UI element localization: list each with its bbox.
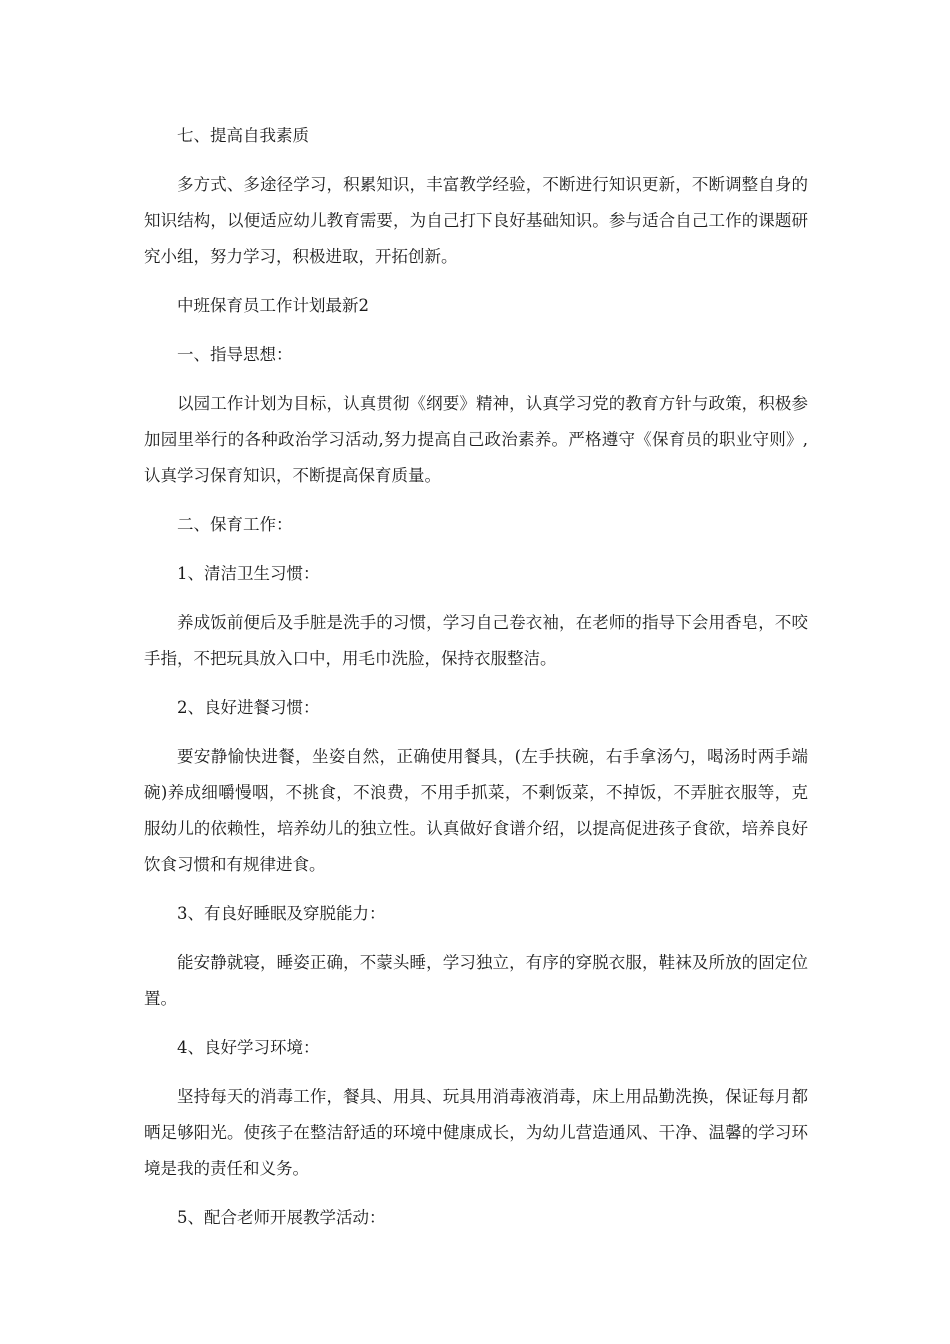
- subheading-teaching-support: 5、配合老师开展教学活动：: [177, 1208, 386, 1227]
- paragraph-hygiene-habits: 养成饭前便后及手脏是洗手的习惯，学习自己卷衣袖，在老师的指导下会用香皂，不咬手指，不把玩具放入口中，用毛巾洗脸，保持衣服整洁。: [144, 613, 808, 668]
- paragraph-sleep-dressing: 能安静就寝，睡姿正确，不蒙头睡，学习独立，有序的穿脱衣服，鞋袜及所放的固定位置。: [144, 953, 808, 1008]
- section-heading-self-quality: 七、提高自我素质: [177, 126, 309, 145]
- paragraph-guiding-ideology: 以园工作计划为目标，认真贯彻《纲要》精神，认真学习党的教育方针与政策，积极参加园里举行的各种政治学习活动,努力提高自己政治素养。严格遵守《保育员的职业守则》,认真学习保育知识，不断提高保育质量。: [144, 394, 808, 485]
- subheading-learning-environment: 4、良好学习环境：: [177, 1038, 320, 1057]
- plan-title: 中班保育员工作计划最新2: [177, 296, 369, 315]
- subheading-sleep-dressing: 3、有良好睡眠及穿脱能力：: [177, 904, 386, 923]
- paragraph-learning-environment: 坚持每天的消毒工作，餐具、用具、玩具用消毒液消毒，床上用品勤洗换，保证每月都晒足够阳光。使孩子在整洁舒适的环境中健康成长，为幼儿营造通风、干净、温馨的学习环境是我的责任和义务。: [144, 1087, 808, 1178]
- subheading-eating-habits: 2、良好进餐习惯：: [177, 698, 320, 717]
- document-body: [144, 118, 808, 1249]
- section-heading-care-work: 二、保育工作：: [177, 515, 293, 534]
- section-heading-guiding-ideology: 一、指导思想：: [177, 345, 293, 364]
- paragraph-eating-habits: 要安静愉快进餐，坐姿自然，正确使用餐具，(左手扶碗，右手拿汤勺，喝汤时两手端碗)养成细嚼慢咽，不挑食，不浪费，不用手抓菜，不剩饭菜，不掉饭，不弄脏衣服等，克服幼儿的依赖性，培养幼儿的独立性。认真做好食谱介绍，以提高促进孩子食欲，培养良好饮食习惯和有规律进食。: [144, 747, 808, 874]
- paragraph-self-quality: 多方式、多途径学习，积累知识，丰富教学经验，不断进行知识更新，不断调整自身的知识结构，以便适应幼儿教育需要，为自己打下良好基础知识。参与适合自己工作的课题研究小组，努力学习，积极进取，开拓创新。: [144, 175, 808, 266]
- subheading-hygiene-habits: 1、清洁卫生习惯：: [177, 564, 320, 583]
